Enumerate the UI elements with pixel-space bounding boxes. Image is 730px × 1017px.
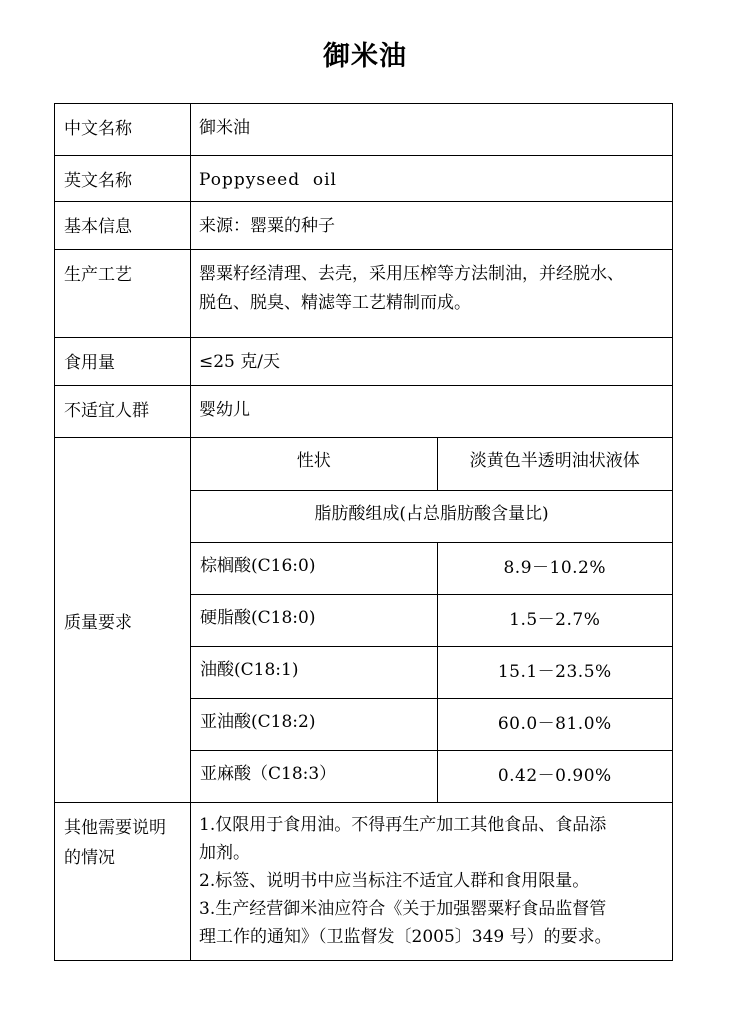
fatty-acid-range: 0.42－0.90% (497, 765, 612, 786)
value-english-name (191, 156, 673, 202)
appearance-value: 淡黄色半透明油状液体 (437, 438, 672, 490)
label-notes (55, 803, 191, 961)
row-notes (55, 803, 673, 961)
label-process: 生产工艺 (55, 250, 191, 338)
fatty-acid-name: 油酸(C18:1) (191, 646, 437, 698)
fatty-acid-row (191, 698, 672, 750)
process-line-1: 罂粟籽经清理、去壳，采用压榨等方法制油，并经脱水、 (199, 264, 624, 284)
fatty-acid-row (191, 646, 672, 698)
row-intake (55, 338, 673, 386)
value-unsuitable: 婴幼儿 (191, 386, 673, 438)
fatty-acid-name: 亚油酸(C18:2) (191, 698, 437, 750)
note-2: 2.标签、说明书中应当标注不适宜人群和食用限量。 (199, 871, 590, 891)
note-1-line-1: 1.仅限用于食用油。不得再生产加工其他食品、食品添 (199, 815, 607, 835)
fatty-acid-name: 硬脂酸(C18:0) (191, 594, 437, 646)
note-3-line-1: 3.生产经营御米油应符合《关于加强罂粟籽食品监督管 (199, 899, 607, 919)
fatty-acid-name: 棕榈酸(C16:0) (191, 542, 437, 594)
notes-label-line-2: 的情况 (64, 848, 115, 868)
label-english-name: 英文名称 (55, 156, 191, 202)
fatty-acid-row (191, 542, 672, 594)
note-3-line-2: 理工作的通知》（卫监督发〔2005〕349 号）的要求。 (199, 927, 612, 947)
row-process (55, 250, 673, 338)
value-chinese-name: 御米油 (191, 104, 673, 156)
english-name-text: Poppyseed oil (199, 170, 337, 190)
value-notes (191, 803, 673, 961)
row-unsuitable (55, 386, 673, 438)
fatty-acid-header: 脂肪酸组成(占总脂肪酸含量比) (191, 490, 672, 542)
label-unsuitable: 不适宜人群 (55, 386, 191, 438)
value-intake: ≤25 克/天 (191, 338, 673, 386)
fatty-acid-row (191, 594, 672, 646)
quality-table (191, 438, 672, 802)
page-title: 御米油 (323, 41, 407, 72)
value-process (191, 250, 673, 338)
notes-label-line-1: 其他需要说明 (64, 818, 166, 838)
fatty-acid-range: 1.5－2.7% (437, 594, 672, 646)
fatty-acid-header-row (191, 490, 672, 542)
row-basic-info (55, 202, 673, 250)
fatty-acid-range: 15.1－23.5% (437, 646, 672, 698)
fatty-acid-range: 60.0－81.0% (437, 698, 672, 750)
quality-cell (191, 438, 673, 803)
fatty-acid-row (191, 750, 672, 802)
row-quality (55, 438, 673, 803)
row-english-name (55, 156, 673, 202)
note-1-line-2: 加剂。 (199, 843, 250, 863)
label-chinese-name: 中文名称 (55, 104, 191, 156)
row-chinese-name (55, 104, 673, 156)
fatty-acid-name: 亚麻酸（C18:3） (191, 750, 437, 802)
label-basic-info: 基本信息 (55, 202, 191, 250)
value-basic-info: 来源：罂粟的种子 (191, 202, 673, 250)
fatty-acid-range: 8.9－10.2% (437, 542, 672, 594)
process-line-2: 脱色、脱臭、精滤等工艺精制而成。 (199, 293, 471, 313)
label-intake: 食用量 (55, 338, 191, 386)
appearance-name: 性状 (191, 438, 437, 490)
label-quality: 质量要求 (55, 438, 191, 803)
appearance-row (191, 438, 672, 490)
product-spec-table (54, 103, 673, 961)
